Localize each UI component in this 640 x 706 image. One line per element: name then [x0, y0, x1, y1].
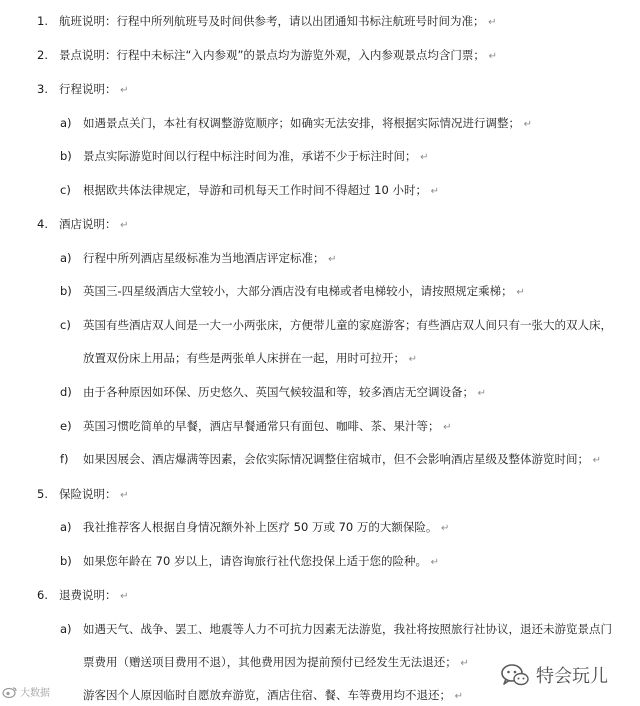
paragraph-mark-icon: ↵ — [430, 557, 439, 568]
item-text: 如果因展会、酒店爆满等因素，会依实际情况调整住宿城市，但不会影响酒店星级及整体游览时间； ↵ — [83, 452, 602, 466]
paragraph-mark-icon: ↵ — [430, 186, 439, 197]
item-number: 5. — [37, 487, 48, 501]
item-number: 3. — [37, 82, 48, 96]
paragraph-mark-icon: ↵ — [460, 658, 469, 669]
item-text: 行程说明： ↵ — [59, 82, 129, 96]
item-text: 由于各种原因如环保、历史悠久、英国气候较温和等，较多酒店无空调设备； ↵ — [83, 385, 487, 399]
item-text: 航班说明：行程中所列航班号及时间供参考，请以出团通知书标注航班号时间为准； ↵ — [59, 14, 497, 28]
item-text: 游客因个人原因临时自愿放弃游览，酒店住宿、餐、车等费用均不退还； ↵ — [83, 688, 464, 702]
item-text: 景点说明：行程中未标注“入内参观”的景点均为游览外观，入内参观景点均含门票； ↵ — [59, 48, 497, 62]
paragraph-mark-icon: ↵ — [454, 691, 464, 702]
item-text: 行程中所列酒店星级标准为当地酒店评定标准； ↵ — [83, 251, 337, 265]
item-number: 2. — [37, 48, 48, 62]
paragraph-mark-icon: ↵ — [523, 119, 533, 130]
paragraph-mark-icon: ↵ — [120, 220, 129, 231]
item-number: 1. — [37, 14, 48, 28]
paragraph-mark-icon: ↵ — [516, 287, 525, 298]
paragraph-mark-icon: ↵ — [408, 354, 418, 365]
item-text: 英国有些酒店双人间是一大一小两张床，方便带儿童的家庭游客；有些酒店双人间只有一张大的双人床， — [83, 318, 612, 332]
item-text: 英国三-四星级酒店大堂较小，大部分酒店没有电梯或者电梯较小，请按照规定乘梯； ↵ — [83, 284, 525, 298]
paragraph-mark-icon: ↵ — [488, 17, 497, 28]
paragraph-mark-icon: ↵ — [441, 523, 450, 534]
item-text: 放置双份床上用品；有些是两张单人床拼在一起，用时可拉开； ↵ — [83, 351, 418, 365]
item-number: b) — [60, 149, 72, 163]
paragraph-mark-icon: ↵ — [477, 388, 487, 399]
item-number: e) — [60, 419, 72, 433]
item-text: 酒店说明： ↵ — [59, 217, 129, 231]
item-text: 保险说明： ↵ — [59, 487, 129, 501]
watermark-right-text: 特会玩儿 — [536, 666, 608, 687]
item-text: 如遇景点关门，本社有权调整游览顺序；如确实无法安排，将根据实际情况进行调整； ↵ — [83, 116, 533, 130]
item-text: 我社推荐客人根据自身情况额外补上医疗 50 万或 70 万的大额保险。 ↵ — [83, 520, 450, 534]
item-number: 6. — [37, 588, 48, 602]
item-number: a) — [60, 520, 72, 534]
paragraph-mark-icon: ↵ — [120, 490, 129, 501]
item-text: 如果您年龄在 70 岁以上，请咨询旅行社代您投保上适于您的险种。 ↵ — [83, 554, 439, 568]
item-number: b) — [60, 554, 72, 568]
item-text: 英国习惯吃简单的早餐，酒店早餐通常只有面包、咖啡、茶、果汁等； ↵ — [83, 419, 452, 433]
weibo-icon — [2, 686, 18, 698]
item-text: 如遇天气、战争、罢工、地震等人力不可抗力因素无法游览，我社将按照旅行社协议，退还未游览景点门 — [83, 622, 612, 636]
item-text: 票费用（赠送项目费用不退），其他费用因为提前预付已经发生无法退还； ↵ — [83, 655, 469, 669]
paragraph-mark-icon: ↵ — [120, 85, 129, 96]
item-number: a) — [60, 622, 72, 636]
paragraph-mark-icon: ↵ — [592, 455, 602, 466]
item-text: 景点实际游览时间以行程中标注时间为准，承诺不少于标注时间； ↵ — [83, 149, 429, 163]
item-text: 根据欧共体法律规定，导游和司机每天工作时间不得超过 10 小时； ↵ — [83, 183, 439, 197]
item-number: 4. — [37, 217, 48, 231]
item-number: a) — [60, 251, 72, 265]
item-number: d) — [60, 385, 72, 399]
paragraph-mark-icon: ↵ — [443, 422, 452, 433]
paragraph-mark-icon: ↵ — [488, 51, 497, 62]
item-number: c) — [60, 318, 71, 332]
item-number: f) — [60, 452, 69, 466]
paragraph-mark-icon: ↵ — [420, 152, 429, 163]
item-text: 退费说明： ↵ — [59, 588, 129, 602]
watermark-left-text: 大数据 — [20, 688, 50, 699]
item-number: b) — [60, 284, 72, 298]
watermark-left — [2, 684, 50, 699]
item-number: c) — [60, 183, 71, 197]
paragraph-mark-icon: ↵ — [328, 254, 337, 265]
watermark-right — [500, 662, 608, 688]
paragraph-mark-icon: ↵ — [120, 591, 129, 602]
item-number: a) — [60, 116, 72, 130]
wechat-icon — [500, 662, 530, 688]
